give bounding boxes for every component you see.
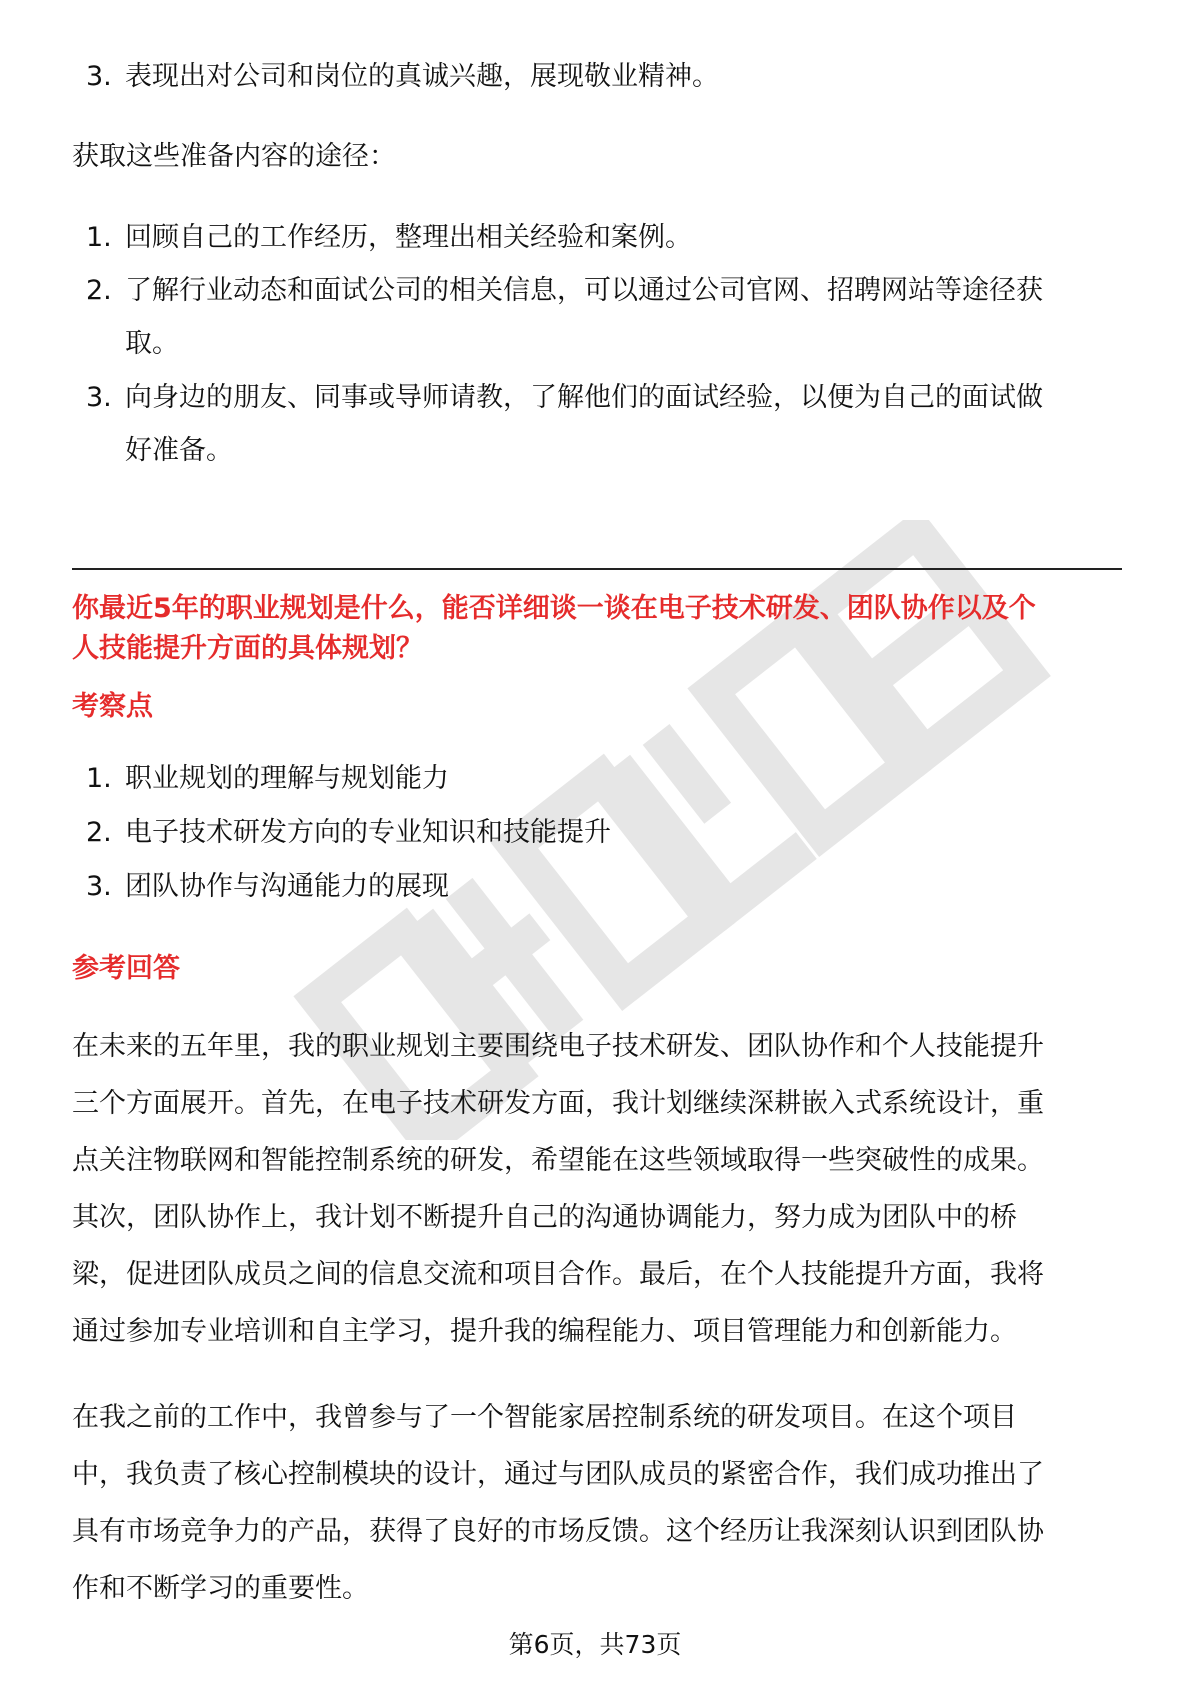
list-item-continuation: 好准备。 bbox=[125, 435, 233, 466]
list-number: 2. bbox=[86, 817, 112, 848]
list-item: 了解行业动态和面试公司的相关信息，可以通过公司官网、招聘网站等途径获 bbox=[125, 275, 1043, 306]
question-title-continuation: 人技能提升方面的具体规划？ bbox=[72, 633, 423, 664]
section-divider bbox=[72, 568, 1122, 570]
answer-line: 在未来的五年里，我的职业规划主要围绕电子技术研发、团队协作和个人技能提升 bbox=[72, 1031, 1044, 1062]
answer-line: 作和不断学习的重要性。 bbox=[72, 1573, 369, 1604]
page-footer: 第6页，共73页 bbox=[508, 1630, 682, 1659]
list-item: 向身边的朋友、同事或导师请教，了解他们的面试经验，以便为自己的面试做 bbox=[125, 382, 1043, 413]
answer-heading: 参考回答 bbox=[72, 953, 180, 984]
list-number: 1. bbox=[86, 222, 112, 253]
answer-line: 点关注物联网和智能控制系统的研发，希望能在这些领域取得一些突破性的成果。 bbox=[72, 1145, 1044, 1176]
answer-line: 在我之前的工作中，我曾参与了一个智能家居控制系统的研发项目。在这个项目 bbox=[72, 1402, 1017, 1433]
list-item: 电子技术研发方向的专业知识和技能提升 bbox=[125, 817, 611, 848]
question-title: 你最近5年的职业规划是什么，能否详细谈一谈在电子技术研发、团队协作以及个 bbox=[72, 593, 1036, 624]
list-number: 2. bbox=[86, 275, 112, 306]
list-item: 团队协作与沟通能力的展现 bbox=[125, 871, 449, 902]
list-item: 回顾自己的工作经历，整理出相关经验和案例。 bbox=[125, 222, 692, 253]
answer-line: 梁，促进团队成员之间的信息交流和项目合作。最后，在个人技能提升方面，我将 bbox=[72, 1259, 1044, 1290]
prep-heading: 获取这些准备内容的途径： bbox=[72, 141, 396, 172]
answer-line: 三个方面展开。首先，在电子技术研发方面，我计划继续深耕嵌入式系统设计，重 bbox=[72, 1088, 1044, 1119]
list-item: 职业规划的理解与规划能力 bbox=[125, 763, 449, 794]
list-number: 3. bbox=[86, 871, 112, 902]
list-number: 3. bbox=[86, 61, 112, 92]
answer-line: 其次，团队协作上，我计划不断提升自己的沟通协调能力，努力成为团队中的桥 bbox=[72, 1202, 1017, 1233]
list-number: 1. bbox=[86, 763, 112, 794]
answer-line: 具有市场竞争力的产品，获得了良好的市场反馈。这个经历让我深刻认识到团队协 bbox=[72, 1516, 1044, 1547]
answer-line: 通过参加专业培训和自主学习，提升我的编程能力、项目管理能力和创新能力。 bbox=[72, 1316, 1017, 1347]
focus-heading: 考察点 bbox=[72, 691, 153, 722]
list-item-continuation: 取。 bbox=[125, 328, 179, 359]
answer-line: 中，我负责了核心控制模块的设计，通过与团队成员的紧密合作，我们成功推出了 bbox=[72, 1459, 1044, 1490]
list-item: 表现出对公司和岗位的真诚兴趣，展现敬业精神。 bbox=[125, 61, 719, 92]
list-number: 3. bbox=[86, 382, 112, 413]
